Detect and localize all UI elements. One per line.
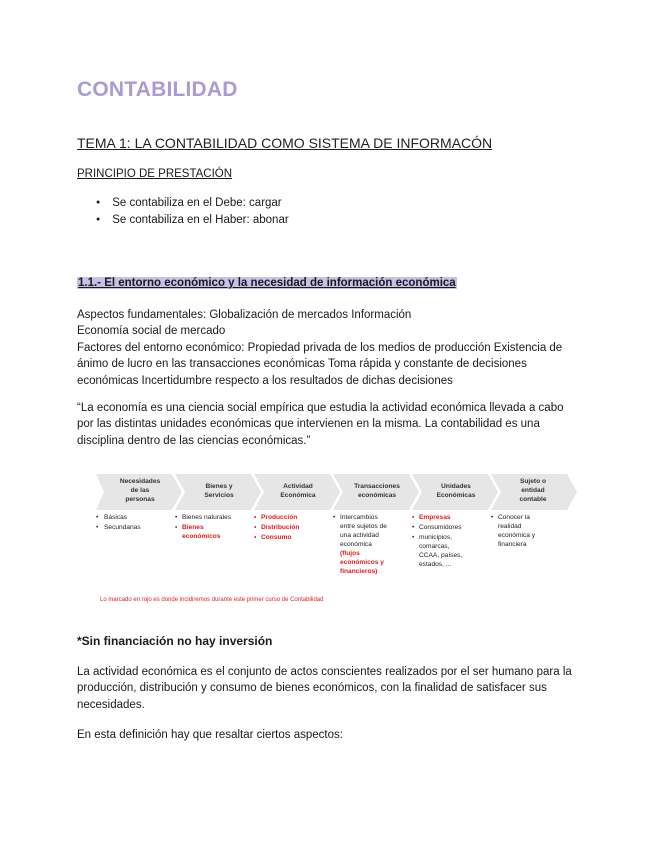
- tema-heading: TEMA 1: LA CONTABILIDAD COMO SISTEMA DE INFORMACÓN: [77, 135, 493, 151]
- diagram-bullet: •: [96, 514, 99, 521]
- diagram-item: comarcas,: [419, 543, 450, 550]
- closing-paragraph: En esta definición hay que resaltar ciertos aspectos:: [77, 729, 343, 741]
- diagram-item-red: Consumo: [261, 534, 292, 541]
- diagram-item: económica y: [498, 532, 536, 539]
- diagram-bullet: •: [254, 524, 257, 531]
- diagram-bullet: •: [412, 514, 415, 521]
- bullet-list: [96, 197, 289, 231]
- stage-label: Económicas: [436, 492, 476, 499]
- stage-label: Sujeto o: [519, 478, 547, 485]
- diagram-item: Secundarias: [104, 524, 141, 531]
- diagram-bullet: •: [254, 534, 257, 541]
- diagram-item: realidad: [498, 523, 522, 530]
- diagram-item-red: económicos: [182, 533, 221, 540]
- bullet-item: ● Se contabiliza en el Haber: abonar: [96, 214, 289, 226]
- bullet-item: ● Se contabiliza en el Debe: cargar: [96, 197, 289, 209]
- document-title: CONTABILIDAD: [77, 78, 238, 101]
- diagram-item: Básicas: [104, 514, 128, 521]
- diagram-item-red: Distribución: [261, 524, 300, 531]
- diagram-item: Bienes naturales: [182, 514, 232, 521]
- aspects-line: Factores del entorno económico: Propiedad privada de los medios de producción Existencia de ánimo de lucro en las transacciones económicas Toma rápida y constante de decisiones económicas Incertidumbre respecto a los resultados de dichas decisiones: [77, 341, 563, 387]
- stage-label: personas: [125, 496, 155, 503]
- stage-label: Bienes y: [205, 483, 233, 490]
- stage-label: Transacciones: [354, 483, 400, 490]
- section-heading: 1.1.- El entorno económico y la necesidad de información económica: [78, 277, 456, 289]
- diagram-item: entre sujetos de: [340, 523, 387, 530]
- stage-label: de las: [130, 487, 150, 494]
- stage-label: Económica: [280, 492, 316, 499]
- diagram-item: CCAA, países,: [419, 552, 463, 559]
- stage-label: contable: [519, 496, 547, 503]
- principio-heading: PRINCIPIO DE PRESTACIÓN: [77, 168, 233, 180]
- diagram-item-red: financieros): [340, 568, 378, 575]
- diagram-item: Conocer la: [498, 514, 530, 521]
- diagram-item: financiera: [498, 541, 527, 548]
- diagram-item-red: Producción: [261, 514, 298, 521]
- diagram-item: estados, ...: [419, 561, 452, 568]
- stage-label: Necesidades: [119, 478, 161, 485]
- economic-flow-diagram: [96, 472, 580, 612]
- diagram-item: municipios,: [419, 534, 452, 541]
- diagram-bullet: •: [175, 514, 178, 521]
- diagram-bullet: •: [412, 524, 415, 531]
- quote-paragraph: “La economía es una ciencia social empírica que estudia la actividad económica llevada a cabo por las distintas unidades económicas que intervienen en la misma. La contabilidad es una disciplina dentro de las ciencias económicas.”: [77, 402, 564, 447]
- diagram-arrows: [96, 474, 577, 510]
- aspects-line: Aspectos fundamentales: Globalización de mercados Información: [77, 309, 412, 321]
- diagram-bullet: •: [412, 534, 415, 541]
- diagram-item: económica: [340, 541, 372, 548]
- diagram-item-red: (flujos: [340, 550, 360, 557]
- stage-label: Servicios: [204, 492, 234, 499]
- diagram-item-red: Empresas: [419, 514, 451, 521]
- stage-label: económicas: [357, 492, 397, 499]
- diagram-bullet: •: [175, 524, 178, 531]
- aspects-paragraph: [77, 307, 577, 389]
- diagram-bullet: •: [333, 514, 336, 521]
- diagram-item-red: económicos y: [340, 559, 384, 566]
- diagram-bullet: •: [491, 514, 494, 521]
- stage-label: Actividad: [283, 483, 313, 490]
- sin-financiacion-note: *Sin financiación no hay inversión: [77, 634, 273, 648]
- stage-label: Unidades: [441, 483, 471, 490]
- diagram-bullet: •: [96, 524, 99, 531]
- aspects-line: Economía social de mercado: [77, 325, 226, 338]
- diagram-item: Intercambios: [340, 514, 378, 521]
- diagram-note: Lo marcado en rojo es donde incidiremos durante este primer curso de Contabilidad: [100, 597, 324, 603]
- stage-label: entidad: [521, 487, 545, 494]
- diagram-item: una actividad: [340, 532, 379, 539]
- diagram-item-red: Bienes: [182, 524, 204, 531]
- diagram-item: Consumidores: [419, 524, 462, 531]
- diagram-bullet: •: [254, 514, 257, 521]
- definition-paragraph: La actividad económica es el conjunto de actos conscientes realizados por el ser humano para la producción, distribución y consumo de bienes económicos, con la finalidad de satisfacer sus necesidades.: [77, 666, 572, 711]
